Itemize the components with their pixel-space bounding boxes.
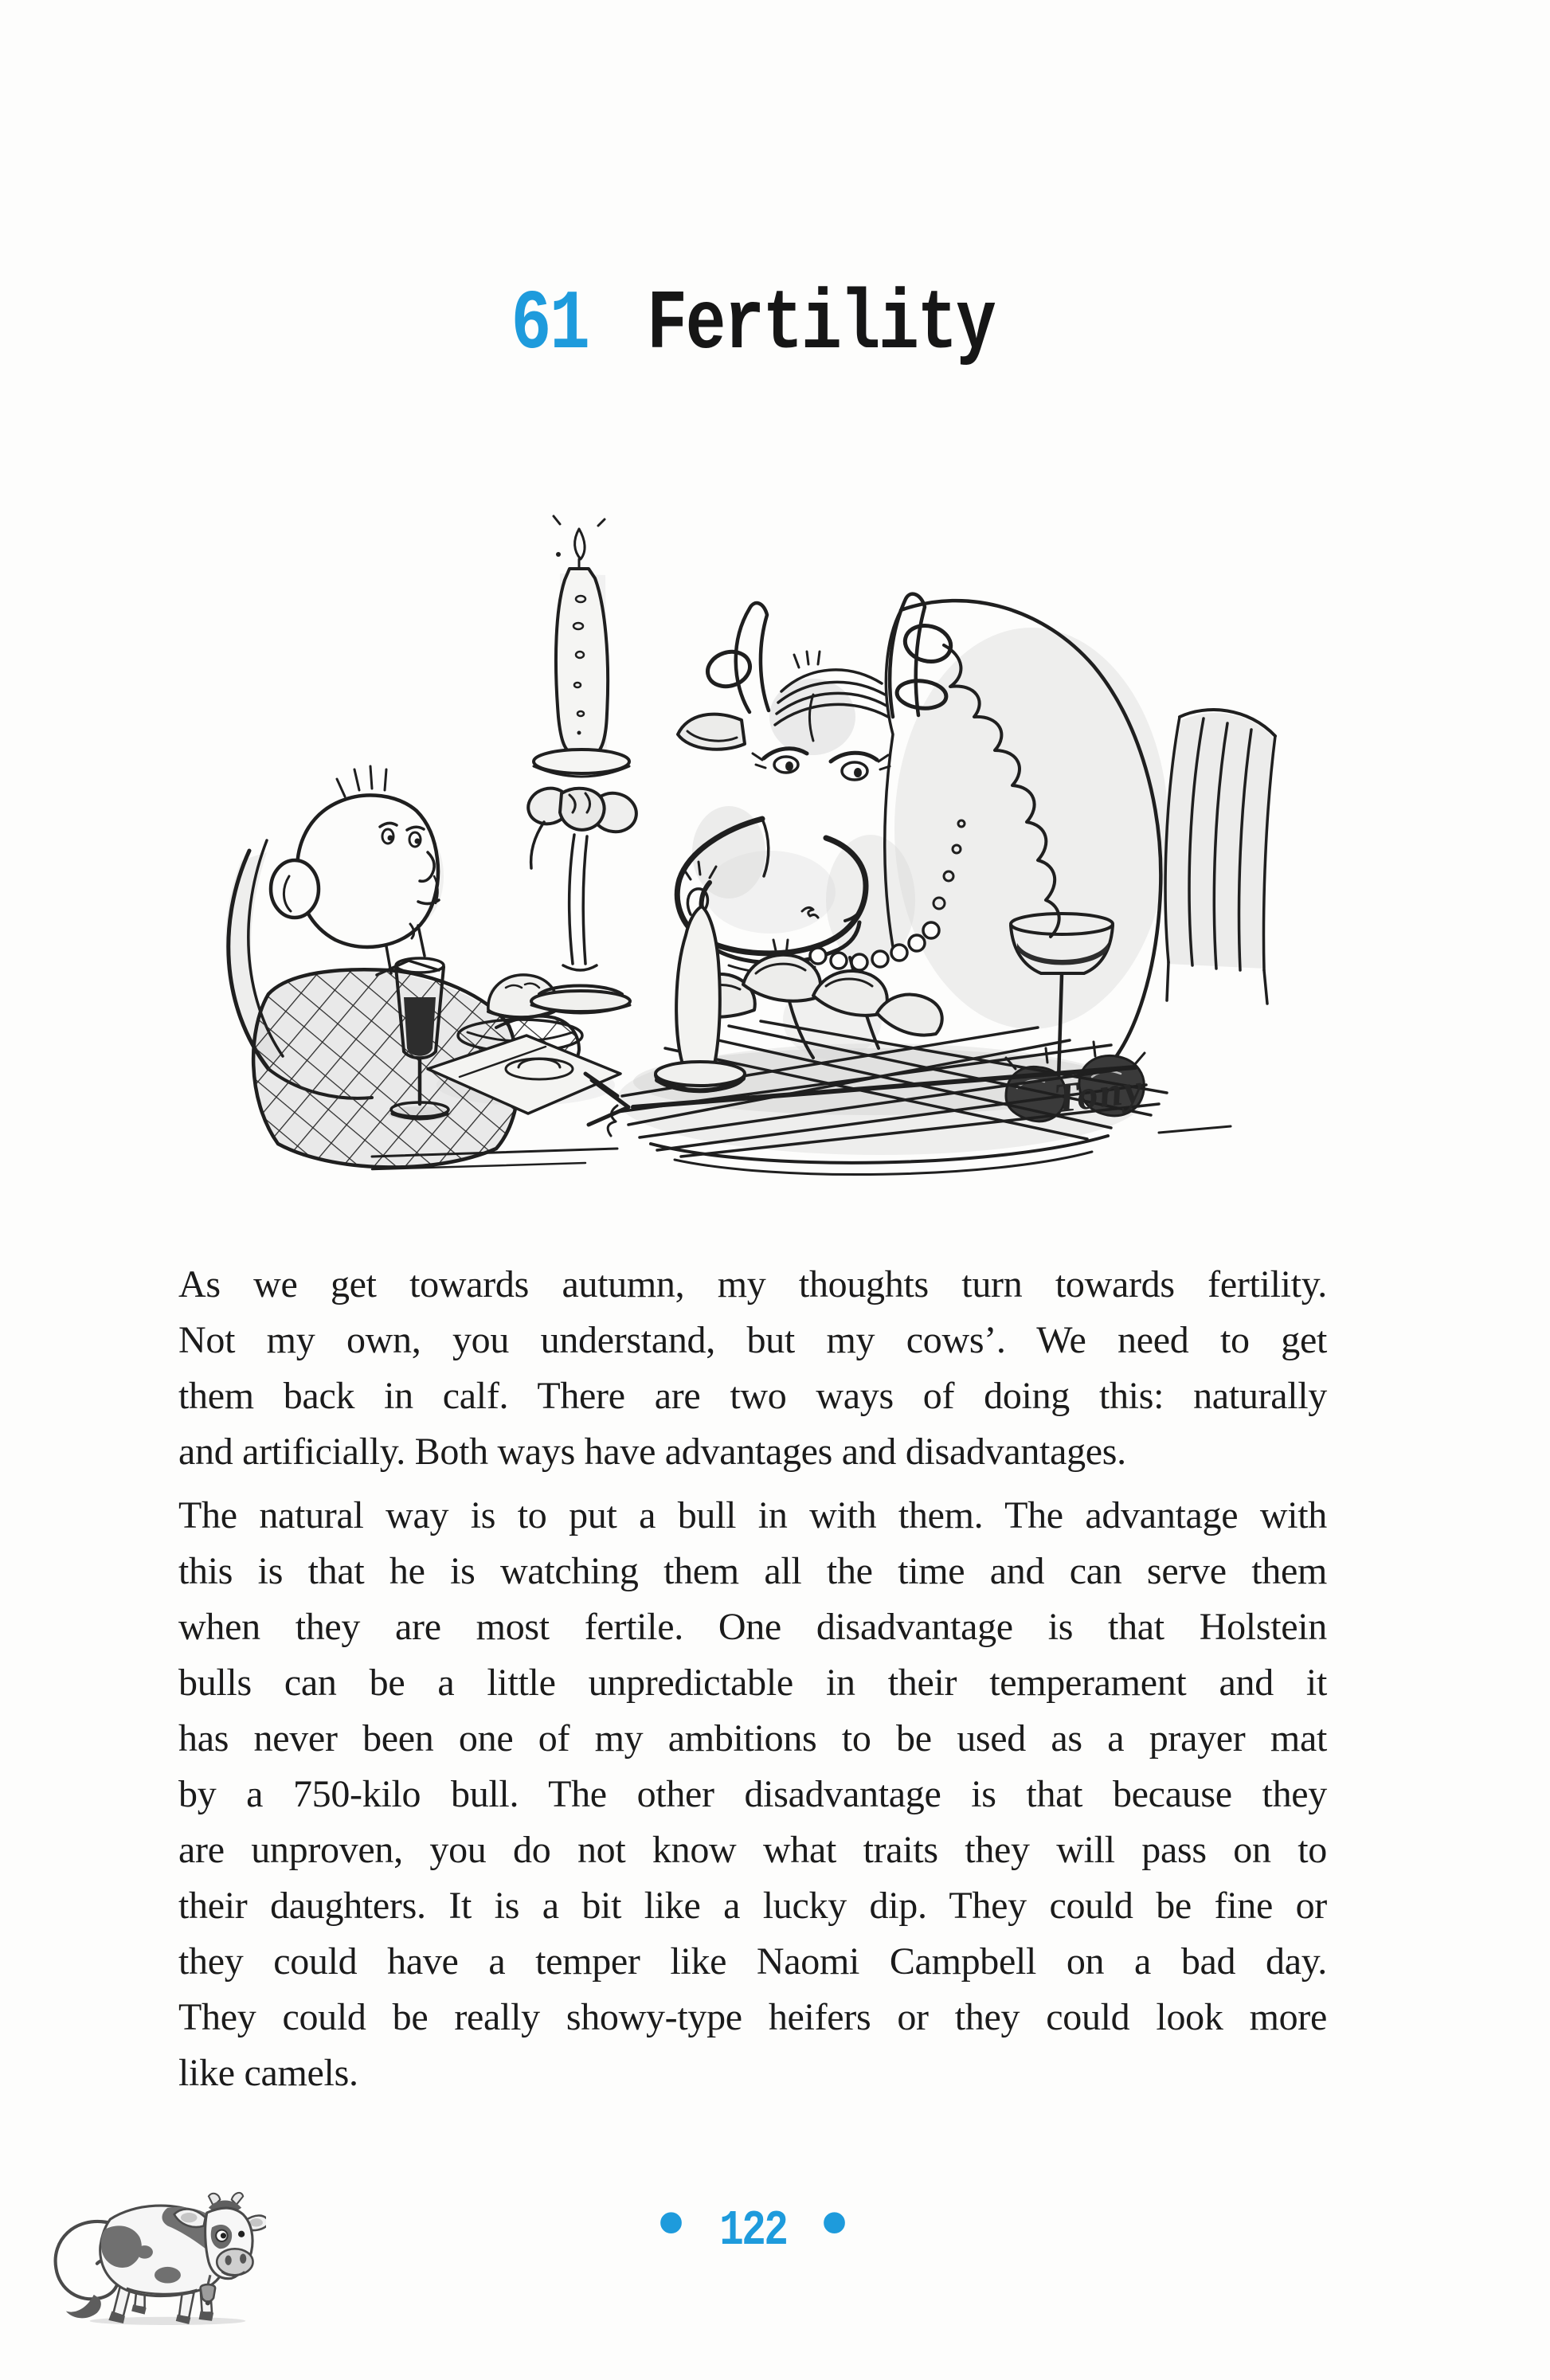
body-copy [178,1257,1327,2101]
body-text-line: As we get towards autumn, my thoughts turn towards fertility. [178,1263,1327,1305]
body-text-line: The natural way is to put a bull in with them. The advantage with [178,1494,1327,1536]
body-text-line: are unproven, you do not know what traits they will pass on to [178,1829,1327,1871]
cartoon-drawing [171,478,1318,1195]
page-number: 122 [718,2202,787,2259]
chapter-title: Fertility [647,277,995,373]
body-text-line: and artificially. Both ways have advantages and disadvantages. [178,1431,1126,1473]
body-text-line: They could be really showy-type heifers or they could look more [178,1996,1327,2038]
chapter-heading [293,277,1212,374]
dinner-cartoon-illustration [171,478,1318,1195]
page-number-row [178,2182,1327,2268]
body-text-line: by a 750-kilo bull. The other disadvantage is that because they [178,1773,1327,1815]
tall-candle [524,516,640,1013]
body-text-line: their daughters. It is a bit like a lucky dip. They could be fine or [178,1885,1327,1927]
body-text-line: bulls can be a little unpredictable in their temperament and it [178,1662,1327,1704]
body-text-line: like camels. [178,2052,358,2094]
paragraph [178,1257,1327,1480]
body-text-line: them back in calf. There are two ways of doing this: naturally [178,1375,1327,1417]
chapter-number: 61 [511,277,589,373]
cartoon-signature: Tony [1051,1066,1147,1122]
body-text-line: Not my own, you understand, but my cows’. We need to get [178,1319,1327,1361]
body-text-line: when they are most fertile. One disadvantage is that Holstein [178,1606,1327,1648]
man-figure [229,766,617,1167]
page-number-bullet-right: • [812,2182,856,2268]
paragraph [178,1488,1327,2101]
body-text-line: they could have a temper like Naomi Campbell on a bad day. [178,1940,1327,1983]
body-text-line: this is that he is watching them all the time and can serve them [178,1550,1327,1592]
page-number-bullet-left: • [649,2182,693,2268]
body-text-line: has never been one of my ambitions to be used as a prayer mat [178,1717,1327,1760]
